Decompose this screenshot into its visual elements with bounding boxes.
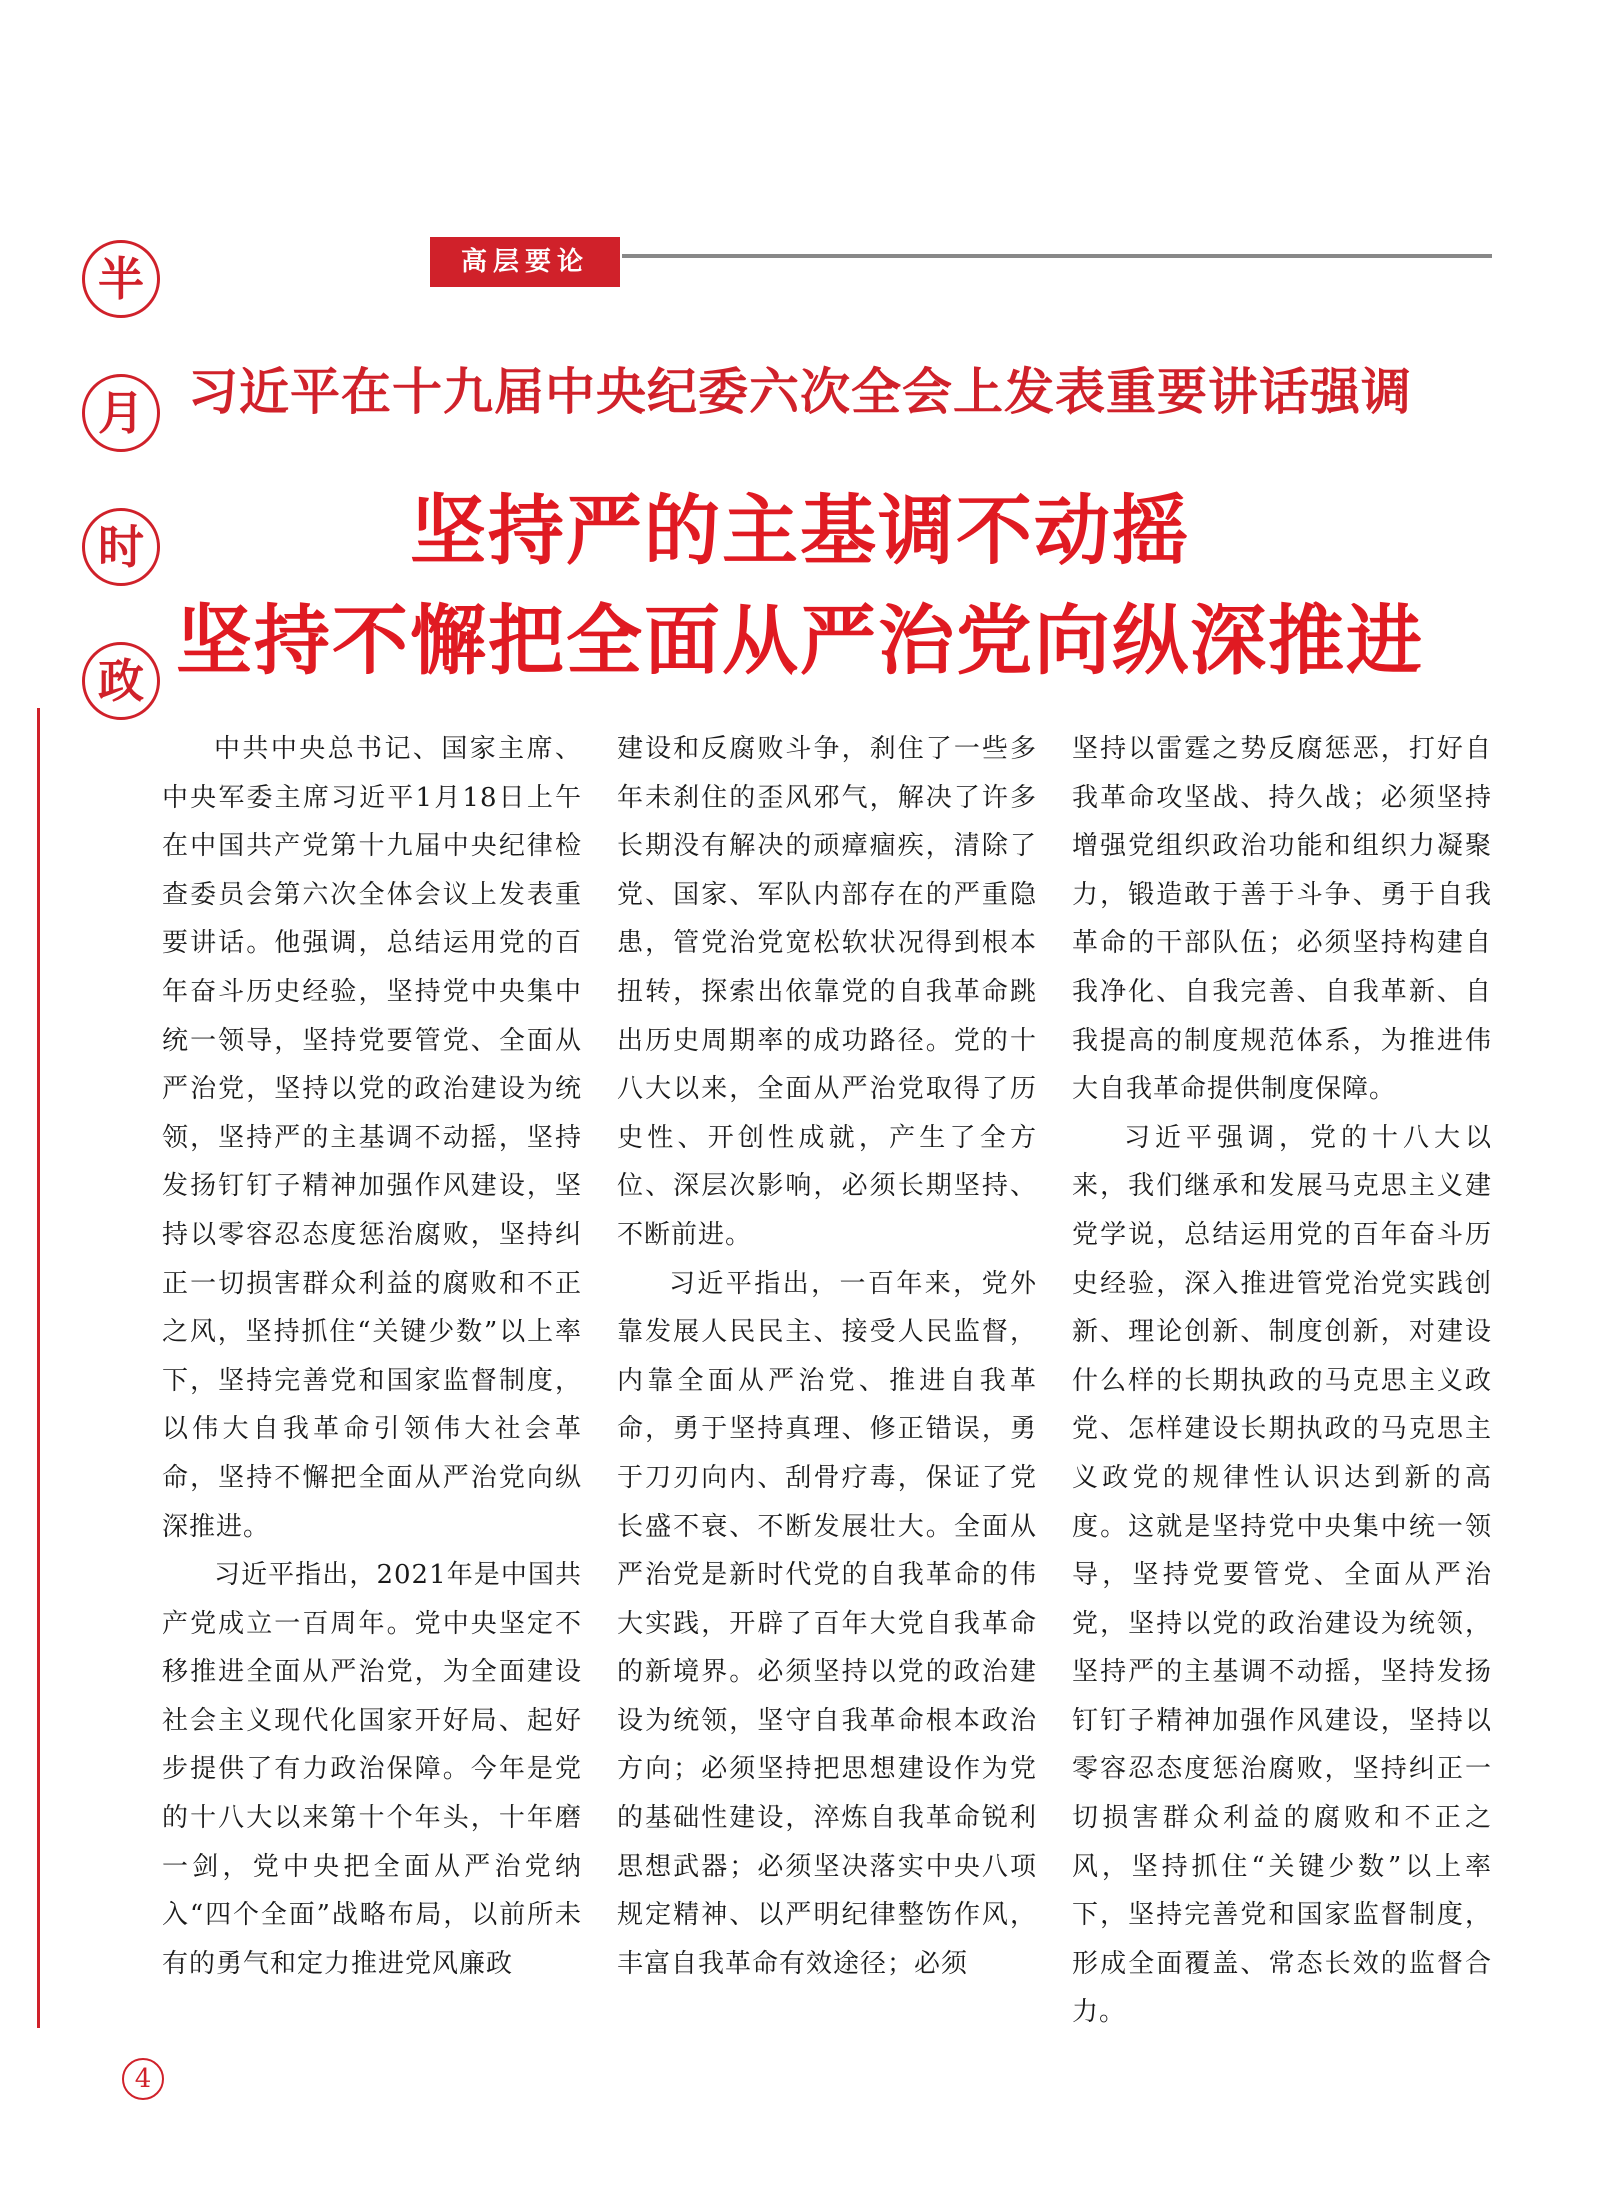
paragraph: 建设和反腐败斗争，刹住了一些多年未刹住的歪风邪气，解决了许多长期没有解决的顽瘴痼疾，清除了党、国家、军队内部存在的严重隐患，管党治党宽松软状况得到根本扭转，探索出依靠党的自我革命跳出历史周期率的成功路径。党的十八大以来，全面从严治党取得了历史性、开创性成就，产生了全方位、深层次影响，必须长期坚持、不断前进。 [617, 734, 1037, 1250]
column-badge-char: 月 [82, 374, 160, 452]
section-tag: 高层要论 [430, 237, 620, 287]
text-column-2 [617, 725, 1037, 1995]
column-badge-char: 时 [82, 508, 160, 586]
article-body [162, 725, 1492, 2028]
paragraph: 习近平指出，一百年来，党外靠发展人民民主、接受人民监督，内靠全面从严治党、推进自我革命，勇于坚持真理、修正错误，勇于刀刃向内、刮骨疗毒，保证了党长盛不衰、不断发展壮大。全面从严治党是新时代党的自我革命的伟大实践，开辟了百年大党自我革命的新境界。必须坚持以党的政治建设为统领，坚守自我革命根本政治方向；必须坚持把思想建设作为党的基础性建设，淬炼自我革命锐利思想武器；必须坚决落实中央八项规定精神、以严明纪律整饬作风，丰富自我革命有效途径；必须 [617, 1268, 1037, 1979]
article-kicker: 习近平在十九届中央纪委六次全会上发表重要讲话强调 [188, 363, 1412, 421]
column-badge-char: 政 [82, 642, 160, 720]
article-headline-line2: 坚持不懈把全面从严治党向纵深推进 [176, 596, 1424, 685]
column-divider-line [37, 708, 40, 2028]
article-headline-line1: 坚持严的主基调不动摇 [410, 486, 1190, 575]
text-column-1 [162, 725, 582, 1995]
page-number: 4 [122, 2058, 164, 2100]
paragraph: 中共中央总书记、国家主席、中央军委主席习近平1月18日上午在中国共产党第十九届中央纪律检查委员会第六次全体会议上发表重要讲话。他强调，总结运用党的百年奋斗历史经验，坚持党中央集中统一领导，坚持党要管党、全面从严治党，坚持以党的政治建设为统领，坚持严的主基调不动摇，坚持发扬钉钉子精神加强作风建设，坚持以零容忍态度惩治腐败，坚持纠正一切损害群众利益的腐败和不正之风，坚持抓住“关键少数”以上率下，坚持完善党和国家监督制度，以伟大自我革命引领伟大社会革命，坚持不懈把全面从严治党向纵深推进。 [162, 734, 582, 1542]
paragraph: 坚持以雷霆之势反腐惩恶，打好自我革命攻坚战、持久战；必须坚持增强党组织政治功能和组织力凝聚力，锻造敢于善于斗争、勇于自我革命的干部队伍；必须坚持构建自我净化、自我完善、自我革新、自我提高的制度规范体系，为推进伟大自我革命提供制度保障。 [1072, 734, 1492, 1105]
paragraph: 习近平指出，2021年是中国共产党成立一百周年。党中央坚定不移推进全面从严治党，为全面建设社会主义现代化国家开好局、起好步提供了有力政治保障。今年是党的十八大以来第十个年头，十年磨一剑，党中央把全面从严治党纳入“四个全面”战略布局，以前所未有的勇气和定力推进党风廉政 [162, 1560, 582, 1979]
paragraph: 习近平强调，党的十八大以来，我们继承和发展马克思主义建党学说，总结运用党的百年奋斗历史经验，深入推进管党治党实践创新、理论创新、制度创新，对建设什么样的长期执政的马克思主义政党、怎样建设长期执政的马克思主义政党的规律性认识达到新的高度。这就是坚持党中央集中统一领导，坚持党要管党、全面从严治党，坚持以党的政治建设为统领，坚持严的主基调不动摇，坚持发扬钉钉子精神加强作风建设，坚持以零容忍态度惩治腐败，坚持纠正一切损害群众利益的腐败和不正之风，坚持抓住“关键少数”以上率下，坚持完善党和国家监督制度，形成全面覆盖、常态长效的监督合力。 [1072, 1122, 1492, 2028]
section-rule [622, 254, 1492, 258]
column-badge-char: 半 [82, 240, 160, 318]
text-column-3 [1072, 725, 1492, 2028]
